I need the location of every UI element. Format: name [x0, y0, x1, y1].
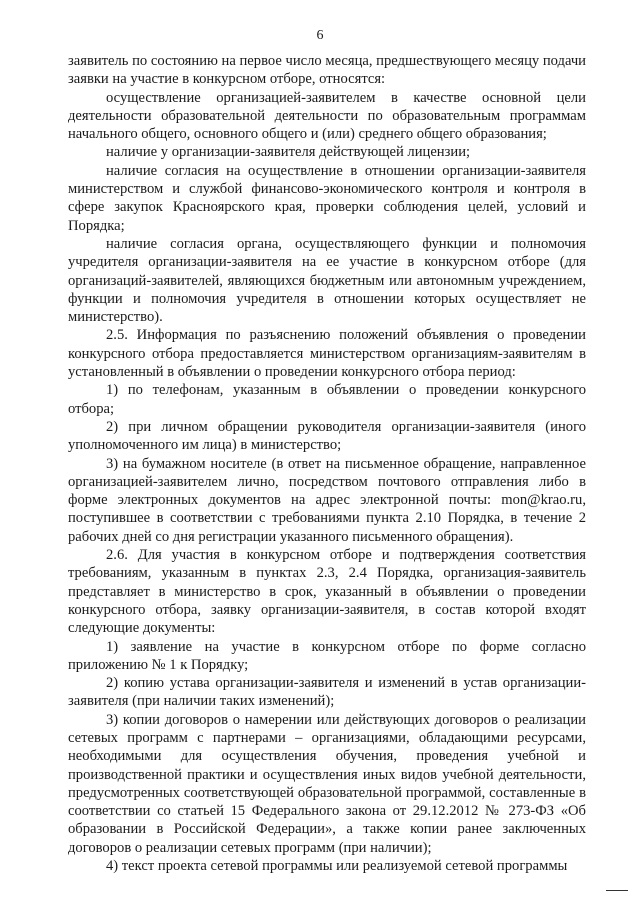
paragraph-criterion-consent-control: наличие согласия на осуществление в отношении организации-заявителя министерством и службой финансово-экономического контроля и контроля в сфере закупок Красноярского края, проверки соблюдения целей, условий и Порядка; — [68, 162, 586, 234]
paragraph-2-6-item-2: 2) копию устава организации-заявителя и изменений в устав организации-заявителя (при наличии таких изменений); — [68, 675, 586, 710]
paragraph-section-2-5: 2.5. Информация по разъяснению положений объявления о проведении конкурсного отбора предоставляется министерством организациям-заявителям в установленный в объявлении о проведении конкурсного отбора период: — [68, 327, 586, 381]
paragraph-2-6-item-3: 3) копии договоров о намерении или действующих договоров о реализации сетевых программ с партнерами – организациями, обладающими ресурсами, необходимыми для осуществления обучения, проведения учебной и производственной практики и осуществления иных видов учебной деятельности, предусмотренных соответствующей образовательной программой, составленные в соответствии со статьей 15 Федерального закона от 29.12.2012 № 273-ФЗ «Об образовании в Российской Федерации», а также копии ранее заключенных договоров о реализации сетевых программ (при наличии); — [68, 711, 586, 856]
scan-edge-mark — [606, 890, 628, 891]
paragraph-criterion-license: наличие у организации-заявителя действующей лицензии; — [106, 144, 471, 161]
paragraph-criterion-consent-founder: наличие согласия органа, осуществляющего функции и полномочия учредителя организации-заявителя на ее участие в конкурсном отборе (для организаций-заявителей, являющихся бюджетным или автономным учреждением, функции и полномочия учредителя в отношении которых осуществляет не министерство). — [68, 235, 586, 326]
paragraph-continuation: заявитель по состоянию на первое число месяца, предшествующего месяцу подачи заявки на участие в конкурсном отборе, относятся: — [68, 53, 586, 88]
paragraph-2-5-item-1: 1) по телефонам, указанным в объявлении о проведении конкурсного отбора; — [68, 382, 586, 417]
paragraph-2-5-item-3: 3) на бумажном носителе (в ответ на письменное обращение, направленное организацией-заявителем лично, посредством почтового отправления либо в форме электронных документов на адрес электронной почты: mon@krao.ru, поступившее в соответствии с требованиями пункта 2.10 Порядка, в течение 2 рабочих дней со дня регистрации указанного письменного обращения). — [68, 455, 586, 545]
paragraph-section-2-6: 2.6. Для участия в конкурсном отборе и подтверждения соответствия требованиям, указанным в пунктах 2.3, 2.4 Порядка, организация-заявитель представляет в министерство в срок, указанный в объявлении о проведении конкурсного отбора, заявку организации-заявителя, в состав которой входят следующие документы: — [68, 547, 586, 637]
paragraph-criterion-education: осуществление организацией-заявителем в качестве основной цели деятельности образовательной деятельности по образовательным программам начального общего, основного общего и (или) среднего общего образования; — [68, 89, 586, 143]
paragraph-2-6-item-1: 1) заявление на участие в конкурсном отборе по форме согласно приложению № 1 к Порядку; — [68, 638, 586, 673]
paragraph-2-5-item-2: 2) при личном обращении руководителя организации-заявителя (иного уполномоченного им лица) в министерство; — [68, 418, 586, 454]
page-number: 6 — [316, 28, 324, 43]
document-body — [68, 52, 586, 875]
paragraph-2-6-item-4: 4) текст проекта сетевой программы или реализуемой сетевой программы — [106, 858, 568, 875]
